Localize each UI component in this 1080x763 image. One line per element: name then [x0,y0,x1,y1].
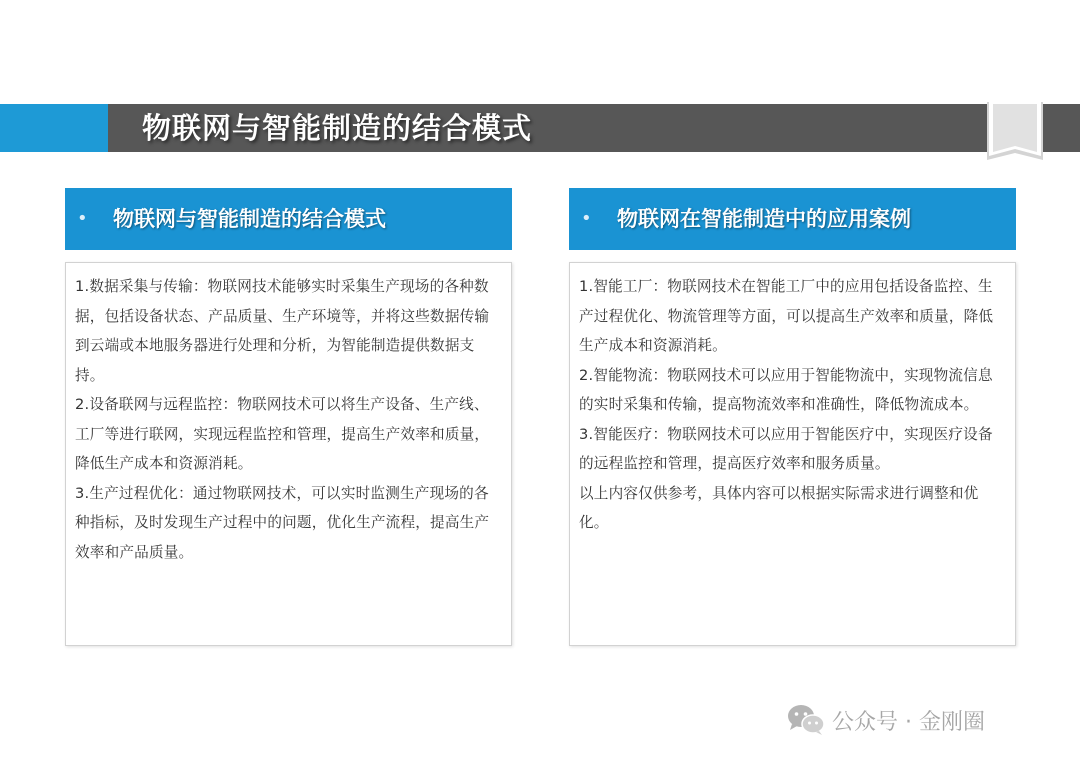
watermark-text: 公众号 · 金刚圈 [832,709,985,735]
wechat-icon [786,703,826,737]
paragraph: 2.智能物流：物联网技术可以应用于智能物流中，实现物流信息的实时采集和传输，提高物流效率和准确性，降低物流成本。 [579,366,993,413]
paragraph: 1.数据采集与传输：物联网技术能够实时采集生产现场的各种数据，包括设备状态、产品质量、生产环境等，并将这些数据传输到云端或本地服务器进行处理和分析，为智能制造提供数据支持。 [75,278,490,384]
paragraph: 1.智能工厂：物联网技术在智能工厂中的应用包括设备监控、生产过程优化、物流管理等方面，可以提高生产效率和质量，降低生产成本和资源消耗。 [579,278,994,354]
title-accent-block [0,104,108,152]
right-panel-heading: 物联网在智能制造中的应用案例 [617,207,911,231]
paragraph: 2.设备联网与远程监控：物联网技术可以将生产设备、生产线、工厂等进行联网，实现远程监控和管理，提高生产效率和质量，降低生产成本和资源消耗。 [75,396,490,472]
paragraph: 以上内容仅供参考，具体内容可以根据实际需求进行调整和优化。 [579,484,979,531]
right-panel-body [569,262,1016,646]
right-panel-header [569,188,1016,250]
paragraph: 3.智能医疗：物联网技术可以应用于智能医疗中，实现医疗设备的远程监控和管理，提高医疗效率和服务质量。 [579,425,993,472]
bookmark-icon [984,98,1046,166]
paragraph: 3.生产过程优化：通过物联网技术，可以实时监测生产现场的各种指标，及时发现生产过程中的问题，优化生产流程，提高生产效率和产品质量。 [75,484,490,561]
bullet-icon: • [581,208,592,229]
left-panel-heading: 物联网与智能制造的结合模式 [113,207,386,231]
left-panel-body [65,262,512,646]
bullet-icon: • [77,208,88,229]
left-panel-header [65,188,512,250]
watermark [786,700,985,740]
page-title: 物联网与智能制造的结合模式 [142,111,533,145]
